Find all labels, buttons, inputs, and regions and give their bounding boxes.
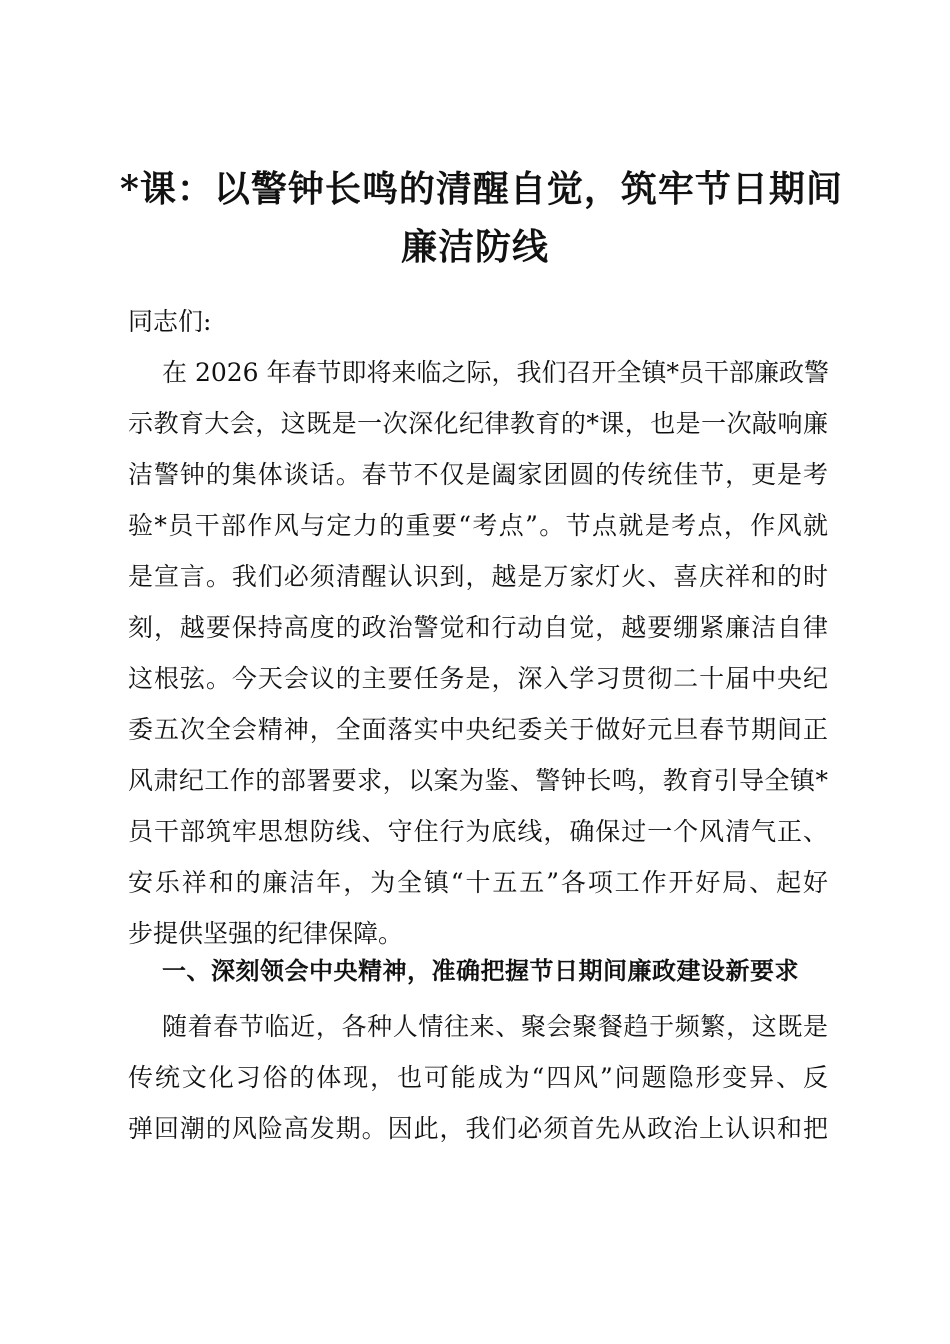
title-line-2: 廉洁防线 — [400, 226, 549, 268]
paragraph-line: 验*员干部作风与定力的重要“考点”。节点就是考点，作风就 — [128, 511, 828, 540]
paragraph-line: 传统文化习俗的体现，也可能成为“四风”问题隐形变异、反 — [128, 1063, 828, 1092]
paragraph-line: 洁警钟的集体谈话。春节不仅是阖家团圆的传统佳节，更是考 — [128, 460, 828, 489]
title-line-1: *课：以警钟长鸣的清醒自觉，筑牢节日期间 — [120, 168, 843, 210]
document-title — [120, 160, 843, 276]
paragraph-1 — [128, 347, 828, 959]
paragraph-line: 随着春节临近，各种人情往来、聚会聚餐趋于频繁，这既是 — [162, 1012, 828, 1041]
paragraph-line: 是宣言。我们必须清醒认识到，越是万家灯火、喜庆祥和的时 — [128, 562, 828, 591]
greeting: 同志们: — [128, 307, 212, 336]
paragraph-line: 刻，越要保持高度的政治警觉和行动自觉，越要绷紧廉洁自律 — [128, 613, 828, 642]
paragraph-line: 示教育大会，这既是一次深化纪律教育的*课，也是一次敲响廉 — [128, 409, 828, 438]
paragraph-line: 安乐祥和的廉洁年，为全镇“十五五”各项工作开好局、起好 — [128, 868, 828, 897]
paragraph-line: 这根弦。今天会议的主要任务是，深入学习贯彻二十届中央纪 — [128, 664, 828, 693]
paragraph-line: 员干部筑牢思想防线、守住行为底线，确保过一个风清气正、 — [128, 817, 828, 846]
paragraph-line: 在 2026 年春节即将来临之际，我们召开全镇*员干部廉政警 — [162, 358, 830, 387]
paragraph-2 — [128, 1001, 828, 1154]
paragraph-line: 弹回潮的风险高发期。因此，我们必须首先从政治上认识和把 — [128, 1114, 828, 1143]
paragraph-line: 风肃纪工作的部署要求，以案为鉴、警钟长鸣，教育引导全镇* — [128, 766, 828, 795]
section-heading: 一、深刻领会中央精神，准确把握节日期间廉政建设新要求 — [162, 957, 799, 985]
paragraph-line: 委五次全会精神，全面落实中央纪委关于做好元旦春节期间正 — [128, 715, 828, 744]
paragraph-line: 步提供坚强的纪律保障。 — [128, 919, 404, 948]
